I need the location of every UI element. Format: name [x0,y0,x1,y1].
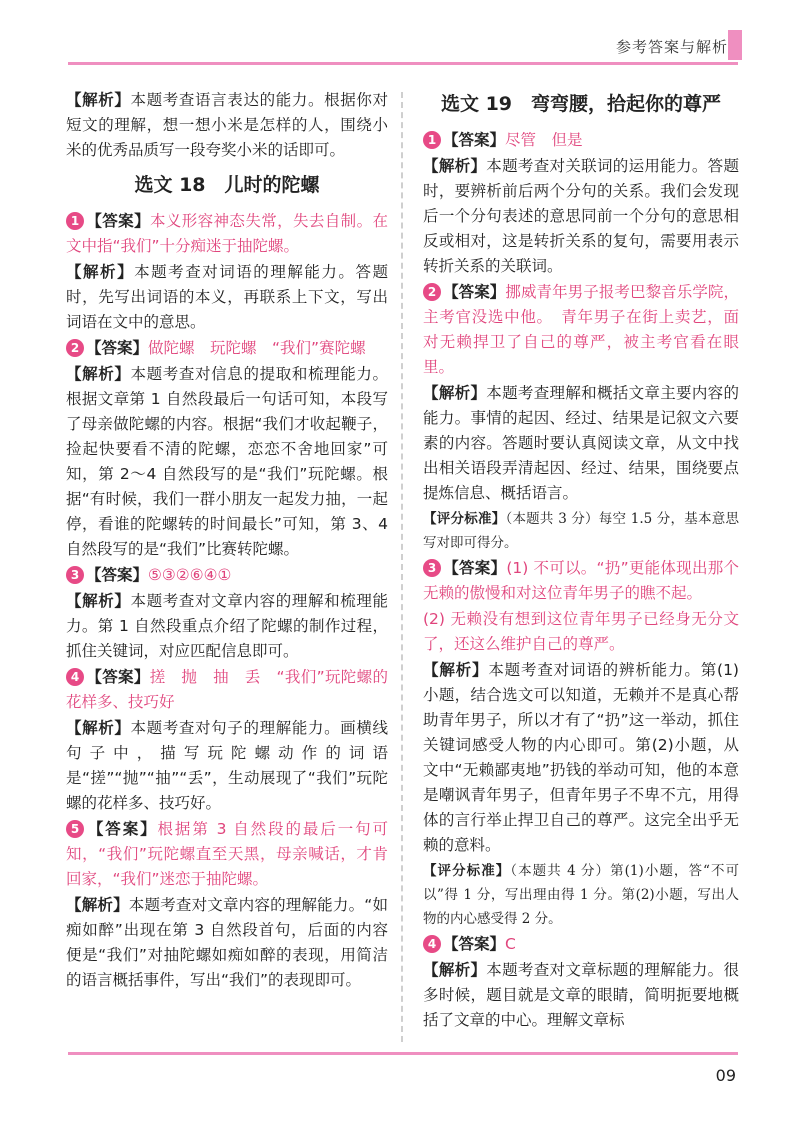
question-number-badge: 4 [66,668,84,686]
analysis-label: 【解析】 [423,961,487,979]
header-title: 参考答案与解析 [615,38,728,56]
analysis-text: 本题考查语言表达的能力。根据你对短文的理解，想一想小米是怎样的人，围绕小米的优秀品质写一段夸奖小米的话即可。 [66,91,388,159]
answer-text: 做陀螺 玩陀螺 “我们”赛陀螺 [148,339,366,357]
analysis-text: 本题考查对信息的提取和梳理能力。根据文章第 1 自然段最后一句话可知，本段写了母亲做陀螺的内容。根据“我们才收起鞭子，捡起快要看不清的陀螺，恋恋不舍地回家”可知，第 2～4 自然段写的是“我们”玩陀螺。根据“有时候，我们一群小朋友一起发力抽，一起停，看谁的陀螺转的时间最长”可知，第 3、4 自然段写的是“我们”比赛转陀螺。 [66,365,388,558]
answer-text-2: (2) 无赖没有想到这位青年男子已经身无分文了，还这么维护自己的尊严。 [423,610,739,653]
analysis-label: 【解析】 [423,661,489,679]
analysis-text: 本题考查对词语的辨析能力。第(1)小题，结合选文可以知道，无赖并不是真心帮助青年男子，所以才有了“扔”这一举动，抓住关键词感受人物的内心即可。第(2)小题，从文中“无赖鄙夷地”扔钱的举动可知，他的本意是嘲讽青年男子，但青年男子不卑不亢，用得体的言行举止捍卫自己的尊严。这完全出乎无赖的意料。 [423,661,739,854]
header-rule [68,62,738,65]
question-number-badge: 4 [423,935,441,953]
answer-label: 【答案】 [443,559,507,577]
answer-text: 挪威青年男子报考巴黎音乐学院，主考官没选中他。 青年男子在街上卖艺，面对无赖捍卫了自己的尊严，被主考官看在眼里。 [423,283,739,376]
question-19-4 [423,932,739,1033]
analysis-text: 本题考查理解和概括文章主要内容的能力。事情的起因、经过、结果是记叙文六要素的内容。答题时要认真阅读文章，从文中找出相关语段弄清起因、经过、结果，围绕要点提炼信息、概括语言。 [423,384,739,502]
analysis-text: 本题考查对文章内容的理解和梳理能力。第 1 自然段重点介绍了陀螺的制作过程，抓住关键词，对应匹配信息即可。 [66,592,388,660]
answer-text: 搓 抛 抽 丢 “我们”玩陀螺的花样多、技巧好 [66,668,388,711]
question-19-1 [423,128,739,279]
answer-label: 【答案】 [443,283,506,301]
answer-label: 【答案】 [86,820,158,838]
left-column [66,88,388,994]
analysis-text: 本题考查对句子的理解能力。画横线句子中，描写玩陀螺动作的词语是“搓”“抛”“抽”“丢”，生动展现了“我们”玩陀螺的花样多、技巧好。 [66,719,388,812]
standard-label: 【评分标准】 [423,863,511,879]
question-number-badge: 2 [423,283,441,301]
answer-text: ⑤③②⑥④① [148,566,232,584]
question-18-1 [66,209,388,335]
analysis-text: 本题考查对词语的理解能力。答题时，先写出词语的本义，再联系上下文，写出词语在文中的意思。 [66,263,388,331]
question-number-badge: 1 [423,131,441,149]
answer-label: 【答案】 [86,339,149,357]
answer-label: 【答案】 [443,131,506,149]
standard-text: （本题共 4 分）第(1)小题，答“不可以”得 1 分，写出理由得 1 分。第(2)小题，写出人物的内心感受得 2 分。 [423,863,740,927]
answer-label: 【答案】 [86,212,150,230]
question-18-3 [66,563,388,664]
analysis-label: 【解析】 [66,592,131,610]
page-number: 09 [715,1066,736,1085]
analysis-label: 【解析】 [66,896,129,914]
analysis-text: 本题考查对文章内容的理解能力。“如痴如醉”出现在第 3 自然段首句，后面的内容便是“我们”对抽陀螺如痴如醉的表现，用简洁的语言概括事件，写出“我们”的表现即可。 [66,896,388,989]
question-number-badge: 2 [66,339,84,357]
question-number-badge: 3 [423,559,441,577]
answer-text: 本义形容神态失常，失去自制。在文中指“我们”十分痴迷于抽陀螺。 [66,212,388,255]
question-19-2 [423,280,739,555]
standard-label: 【评分标准】 [423,511,506,527]
question-number-badge: 1 [66,212,84,230]
footer-rule [68,1052,738,1055]
analysis-label: 【解析】 [66,91,131,109]
column-divider [401,92,403,1042]
analysis-text: 本题考查对文章标题的理解能力。很多时候，题目就是文章的眼睛，简明扼要地概括了文章的中心。理解文章标 [423,961,739,1029]
question-number-badge: 5 [66,820,84,838]
analysis-label: 【解析】 [423,384,487,402]
question-18-2 [66,336,388,562]
right-column [423,88,739,1034]
header-tab-decoration [728,30,742,60]
answer-text: 尽管 但是 [505,131,583,149]
answer-text: (1) 不可以。“扔”更能体现出那个无赖的傲慢和对这位青年男子的瞧不起。 [423,559,739,602]
answer-text: C [505,935,516,953]
answer-text: 根据第 3 自然段的最后一句可知，“我们”玩陀螺直至天黑，母亲喊话，才肯回家，“我们”迷恋于抽陀螺。 [66,820,388,888]
answer-label: 【答案】 [443,935,506,953]
analysis-label: 【解析】 [66,365,131,383]
section-title-18: 选文 18 儿时的陀螺 [134,174,320,196]
analysis-label: 【解析】 [66,719,131,737]
answer-label: 【答案】 [86,566,149,584]
question-number-badge: 3 [66,566,84,584]
analysis-label: 【解析】 [66,263,135,281]
question-19-3 [423,556,739,931]
section-title-19: 选文 19 弯弯腰，拾起你的尊严 [440,93,722,115]
question-18-4 [66,665,388,816]
standard-text: （本题共 3 分）每空 1.5 分，基本意思写对即可得分。 [423,511,740,551]
question-18-5 [66,817,388,993]
analysis-text: 本题考查对关联词的运用能力。答题时，要辨析前后两个分句的关系。我们会发现后一个分句表述的意思同前一个分句的意思相反或相对，这是转折关系的复句，需要用表示转折关系的关联词。 [423,157,739,275]
intro-analysis [66,88,388,163]
analysis-label: 【解析】 [423,157,487,175]
answer-label: 【答案】 [86,668,150,686]
